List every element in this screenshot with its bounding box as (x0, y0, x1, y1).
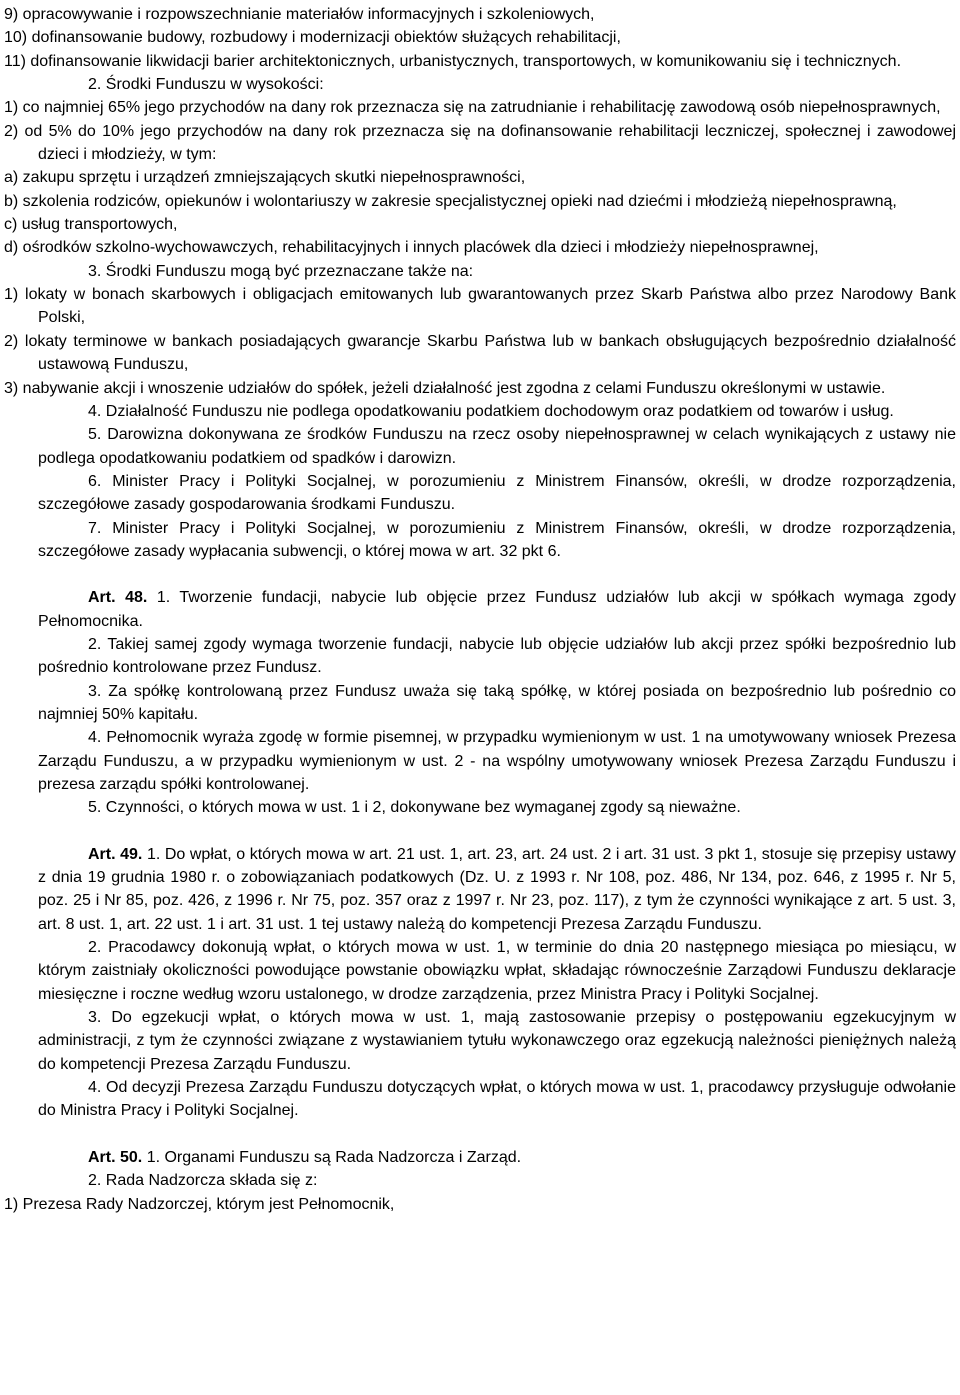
paragraph (4, 470, 956, 517)
paragraph-text: 3. Za spółkę kontrolowaną przez Fundusz uważa się taką spółkę, w której posiada on bezpośrednio lub pośrednio co najmniej 50% kapitału. (38, 682, 956, 723)
paragraph-gap (4, 820, 956, 843)
paragraph-text: 4. Działalność Funduszu nie podlega opodatkowaniu podatkiem dochodowym oraz podatkiem od towarów i usług. (88, 402, 894, 420)
paragraph-text: 9) opracowywanie i rozpowszechnianie materiałów informacyjnych i szkoleniowych, (4, 6, 595, 23)
paragraph (4, 517, 956, 564)
paragraph-text: 2) lokaty terminowe w bankach posiadających gwarancje Skarbu Państwa lub w bankach obsługujących bezpośrednio działalność ustawową Funduszu, (4, 332, 956, 374)
paragraph-gap (4, 563, 956, 586)
paragraph-text: 1) co najmniej 65% jego przychodów na dany rok przeznacza się na zatrudnianie i rehabilitację zawodową osób niepełnosprawnych, (4, 99, 941, 117)
paragraph-text: 3) nabywanie akcji i wnoszenie udziałów do spółek, jeżeli działalność jest zgodna z celami Funduszu określonymi w ustawie. (4, 379, 886, 397)
paragraph-text: 1. Tworzenie fundacji, nabycie lub objęcie przez Fundusz udziałów lub akcji w spółkach wymaga zgody Pełnomocnika. (38, 589, 956, 630)
paragraph-text: 4. Od decyzji Prezesa Zarządu Funduszu dotyczących wpłat, o których mowa w ust. 1, pracodawcy przysługuje odwołanie do Ministra Pracy i Polityki Socjalnej. (38, 1079, 956, 1120)
paragraph (4, 726, 956, 796)
paragraph-text: 11) dofinansowanie likwidacji barier architektonicznych, urbanistycznych, transportowych, w komunikowaniu się i technicznych. (4, 52, 902, 70)
paragraph-text: d) ośrodków szkolno-wychowawczych, rehabilitacyjnych i innych placówek dla dzieci i młodzieży niepełnosprawnej, (4, 239, 819, 257)
paragraph-text: 2. Rada Nadzorcza składa się z: (88, 1172, 318, 1190)
paragraph-text: 3. Do egzekucji wpłat, o których mowa w ust. 1, mają zastosowanie przepisy o postępowaniu egzekucyjnym w administracji, z tym że czynności związane z wystawianiem tytułu wykonawczego oraz egzekucją należności pieniężnych należą do kompetencji Prezesa Zarządu Funduszu. (38, 1009, 956, 1073)
paragraph-gap (4, 1123, 956, 1146)
paragraph (4, 120, 956, 167)
article-paragraph (4, 586, 956, 633)
paragraph (4, 260, 956, 283)
paragraph (4, 213, 956, 236)
paragraph-text: 2) od 5% do 10% jego przychodów na dany rok przeznacza się na dofinansowanie rehabilitacji leczniczej, społecznej i zawodowej dzieci i młodzieży, w tym: (4, 122, 956, 164)
paragraph (4, 283, 956, 330)
paragraph (4, 3, 956, 26)
article-number: Art. 48. (88, 589, 148, 607)
paragraph (4, 400, 956, 423)
paragraph (4, 796, 956, 819)
paragraph-text: 2. Takiej samej zgody wymaga tworzenie fundacji, nabycie lub objęcie udziałów lub akcji przez spółki bezpośrednio lub pośrednio kontrolowane przez Fundusz. (38, 635, 956, 677)
paragraph-text: 4. Pełnomocnik wyraża zgodę w formie pisemnej, w przypadku wymienionym w ust. 1 na umotywowany wniosek Prezesa Zarządu Funduszu, a w przypadku wymienionym w ust. 2 - na wspólny umotywowany wniosek Prezesa Zarządu Funduszu i prezesa zarządu spółki kontrolowanej. (38, 729, 956, 793)
paragraph (4, 377, 956, 400)
paragraph (4, 423, 956, 470)
paragraph (4, 1076, 956, 1123)
paragraph-text: 7. Minister Pracy i Polityki Socjalnej, w porozumieniu z Ministrem Finansów, określi, w drodze rozporządzenia, szczegółowe zasady wypłacania subwencji, o której mowa w art. 32 pkt 6. (38, 519, 956, 560)
paragraph (4, 1006, 956, 1076)
article-paragraph (4, 843, 956, 936)
paragraph (4, 236, 956, 259)
paragraph-text: 1) lokaty w bonach skarbowych i obligacjach emitowanych lub gwarantowanych przez Skarb Państwa albo przez Narodowy Bank Polski, (4, 286, 956, 327)
paragraph-text: 2. Środki Funduszu w wysokości: (88, 76, 324, 94)
paragraph (4, 633, 956, 680)
paragraph-text: a) zakupu sprzętu i urządzeń zmniejszających skutki niepełnosprawności, (4, 169, 526, 187)
paragraph-text: 5. Darowizna dokonywana ze środków Funduszu na rzecz osoby niepełnosprawnej w celach wynikających z ustawy nie podlega opodatkowaniu podatkiem od spadków i darowizn. (38, 426, 956, 467)
paragraph-text: 1. Organami Funduszu są Rada Nadzorcza i Zarząd. (142, 1148, 522, 1166)
paragraph (4, 26, 956, 49)
paragraph (4, 96, 956, 119)
article-number: Art. 50. (88, 1148, 143, 1166)
article-number: Art. 49. (88, 845, 143, 863)
article-paragraph (4, 1146, 956, 1169)
paragraph-text: 1. Do wpłat, o których mowa w art. 21 ust. 1, art. 23, art. 24 ust. 2 i art. 31 ust. 3 pkt 1, stosuje się przepisy ustawy z dnia 19 grudnia 1980 r. o zobowiązaniach podatkowych (Dz. U. z 1993 r. Nr 108, poz. 486, Nr 134, poz. 646, z 1995 r. Nr 5, poz. 25 i Nr 85, poz. 426, z 1996 r. Nr 75, poz. 357 oraz z 1997 r. Nr 23, poz. 117), z tym że czynności wynikające z art. 5 ust. 3, art. 8 ust. 1, art. 22 ust. 1 i art. 31 ust. 1 tej ustawy należą do kompetencji Prezesa Zarządu Funduszu. (38, 845, 957, 933)
paragraph-text: 3. Środki Funduszu mogą być przeznaczane także na: (88, 262, 474, 280)
paragraph-text: 5. Czynności, o których mowa w ust. 1 i 2, dokonywane bez wymaganej zgody są nieważne. (88, 799, 741, 817)
paragraph-text: 10) dofinansowanie budowy, rozbudowy i modernizacji obiektów służących rehabilitacji, (4, 29, 621, 47)
paragraph-text: c) usług transportowych, (4, 216, 178, 234)
paragraph (4, 1193, 956, 1216)
paragraph (4, 50, 956, 73)
paragraph-text: 1) Prezesa Rady Nadzorczej, którym jest Pełnomocnik, (4, 1195, 395, 1213)
paragraph (4, 166, 956, 189)
paragraph-text: 2. Pracodawcy dokonują wpłat, o których mowa w ust. 1, w terminie do dnia 20 następnego miesiąca po miesiącu, w którym zaistniały okoliczności powodujące powstanie obowiązku wpłat, składając równocześnie Zarządowi Funduszu deklaracje miesięczne i roczne według wzoru ustalonego, w drodze zarządzenia, przez Ministra Pracy i Polityki Socjalnej. (38, 939, 956, 1003)
paragraph-text: 6. Minister Pracy i Polityki Socjalnej, w porozumieniu z Ministrem Finansów, określi, w drodze rozporządzenia, szczegółowe zasady gospodarowania środkami Funduszu. (38, 472, 956, 514)
paragraph (4, 330, 956, 377)
paragraph (4, 73, 956, 96)
paragraph-text: b) szkolenia rodziców, opiekunów i wolontariuszy w zakresie specjalistycznej opieki nad dziećmi i młodzieżą niepełnosprawną, (4, 192, 897, 210)
paragraph (4, 680, 956, 727)
paragraph (4, 1169, 956, 1192)
paragraph (4, 936, 956, 1006)
paragraph (4, 190, 956, 213)
